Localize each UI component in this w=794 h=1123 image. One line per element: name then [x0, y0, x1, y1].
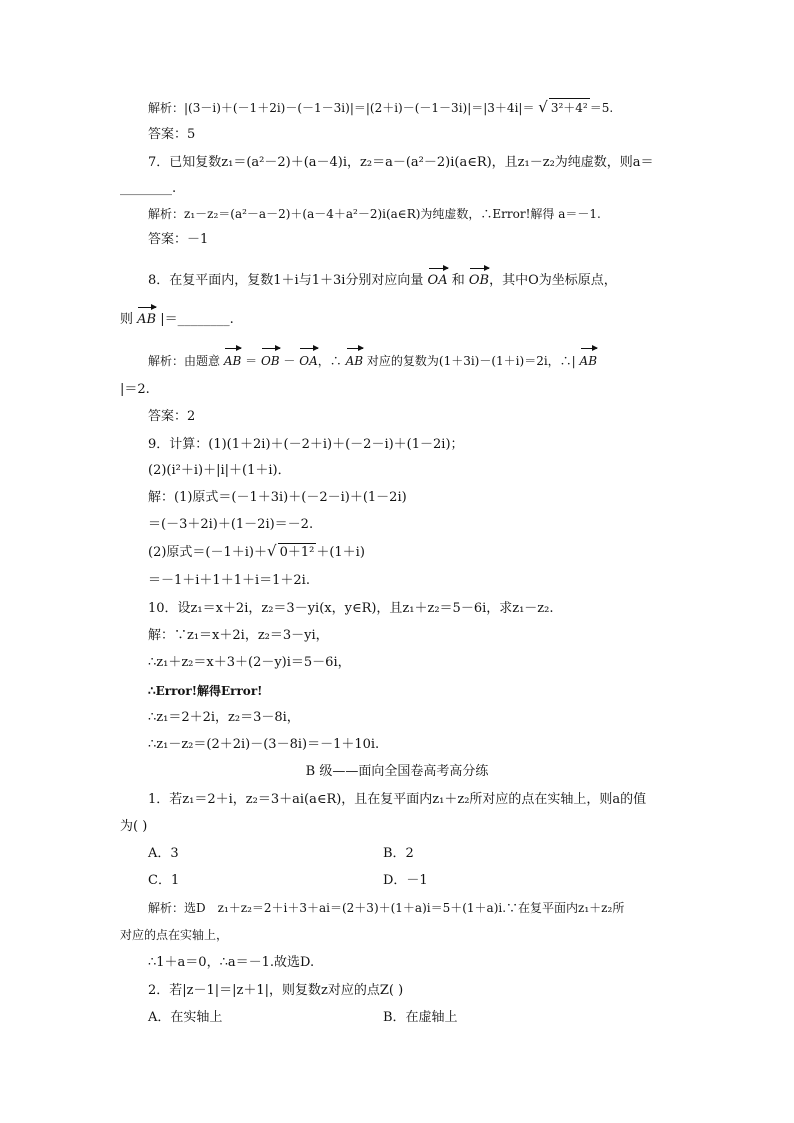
- text: ＝: [241, 354, 261, 368]
- question-8-blank: [120, 305, 234, 329]
- sqrt-icon: √: [267, 542, 277, 560]
- text: －: [279, 354, 300, 368]
- question-7: 7．已知复数z₁＝(a²－2)＋(a－4)i，z₂＝a－(a²－2)i(a∈R)，且z₁－z₂为纯虚数，则a＝: [148, 155, 654, 170]
- solution-10-b: ∴z₁＋z₂＝x＋3＋(2－y)i＝5－6i，: [148, 655, 351, 670]
- option-a: A．3: [148, 846, 179, 861]
- section-heading: B 级——面向全国卷高考高分练: [305, 764, 489, 779]
- solution-10-d: ∴z₁＝2＋2i，z₂＝3－8i，: [148, 710, 300, 725]
- solution-8-cont: |＝2.: [120, 382, 150, 397]
- question-7-blank: ________.: [120, 181, 177, 196]
- text: 解析：|(3－i)＋(－1＋2i)－(－1－3i)|＝|(2＋i)－(－1－3i)|＝|3＋4i|＝: [148, 101, 539, 115]
- solution-6: [148, 98, 613, 117]
- b-solution-1: 解析：选D z₁＋z₂＝2＋i＋3＋ai＝(2＋3)＋(1＋a)i＝5＋(1＋a)i.∵在复平面内z₁＋z₂所: [148, 901, 625, 915]
- text: 解析：由题意: [148, 354, 224, 368]
- vector-ab: AB: [580, 346, 597, 370]
- solution-9-1: 解：(1)原式＝(－1＋3i)＋(－2－i)＋(1－2i): [148, 490, 407, 505]
- text: |＝________.: [156, 312, 234, 327]
- vector-ab: AB: [224, 346, 241, 370]
- question-10: 10．设z₁＝x＋2i，z₂＝3－yi(x，y∈R)，且z₁＋z₂＝5－6i，求z₁－z₂.: [148, 601, 554, 616]
- text: 和: [447, 273, 469, 288]
- option-b: B．2: [383, 846, 414, 861]
- b-question-1: 1．若z₁＝2＋i，z₂＝3＋ai(a∈R)，且在复平面内z₁＋z₂所对应的点在实轴上，则a的值: [148, 792, 647, 807]
- answer-8: 答案：2: [148, 409, 196, 424]
- b-question-2: 2．若|z－1|＝|z＋1|，则复数z对应的点Z( ): [148, 983, 404, 998]
- vector-ob: OB: [261, 346, 280, 370]
- solution-10-c: ∴Error!解得Error!: [148, 684, 263, 698]
- radicand: 0＋1²: [279, 545, 315, 560]
- solution-9-1b: ＝(－3＋2i)＋(1－2i)＝－2.: [148, 517, 314, 532]
- b-solution-1-cont: 对应的点在实轴上，: [120, 928, 229, 942]
- question-9: 9．计算：(1)(1＋2i)＋(－2＋i)＋(－2－i)＋(1－2i)；: [148, 437, 464, 452]
- text: 则: [120, 312, 138, 327]
- text: ，其中O为坐标原点，: [489, 273, 617, 288]
- text: ＋(1＋i): [316, 545, 365, 560]
- solution-10-a: 解：∵z₁＝x＋2i，z₂＝3－yi，: [148, 628, 329, 643]
- solution-9-2: [148, 542, 365, 562]
- solution-9-2b: ＝－1＋i＋1＋1＋i＝1＋2i.: [148, 573, 310, 588]
- text: 8．在复平面内，复数1＋i与1＋3i分别对应向量: [148, 273, 428, 288]
- text: ，∴: [317, 354, 346, 368]
- answer-6: 答案：5: [148, 127, 196, 142]
- text: (2)原式＝(－1＋i)＋: [148, 545, 267, 560]
- solution-8: [148, 346, 597, 370]
- option-d: D．－1: [383, 873, 428, 888]
- option-b-2: B．在虚轴上: [383, 1010, 458, 1025]
- b-solution-1-end: ∴1＋a＝0，∴a＝－1.故选D.: [148, 955, 315, 970]
- vector-oa: OA: [428, 266, 448, 290]
- option-a-2: A．在实轴上: [148, 1010, 223, 1025]
- option-c: C．1: [148, 873, 180, 888]
- vector-oa: OA: [299, 346, 318, 370]
- vector-ob: OB: [469, 266, 489, 290]
- b-question-1-cont: 为( ): [120, 819, 148, 834]
- vector-ab: AB: [137, 305, 156, 329]
- text: 对应的复数为(1＋3i)－(1＋i)＝2i，∴|: [363, 354, 580, 368]
- solution-7: 解析：z₁－z₂＝(a²－a－2)＋(a－4＋a²－2)i(a∈R)为纯虚数，∴Error!解得 a＝－1.: [148, 207, 601, 221]
- solution-10-e: ∴z₁－z₂＝(2＋2i)－(3－8i)＝－1＋10i.: [148, 737, 380, 752]
- text: ＝5.: [589, 101, 614, 115]
- vector-ab: AB: [346, 346, 363, 370]
- radicand: 3²＋4²: [549, 98, 590, 117]
- question-8: [148, 266, 617, 290]
- sqrt-icon: √: [538, 98, 548, 116]
- question-9-part2: (2)(i²＋i)＋|i|＋(1＋i)．: [148, 463, 291, 478]
- answer-7: 答案：－1: [148, 232, 209, 247]
